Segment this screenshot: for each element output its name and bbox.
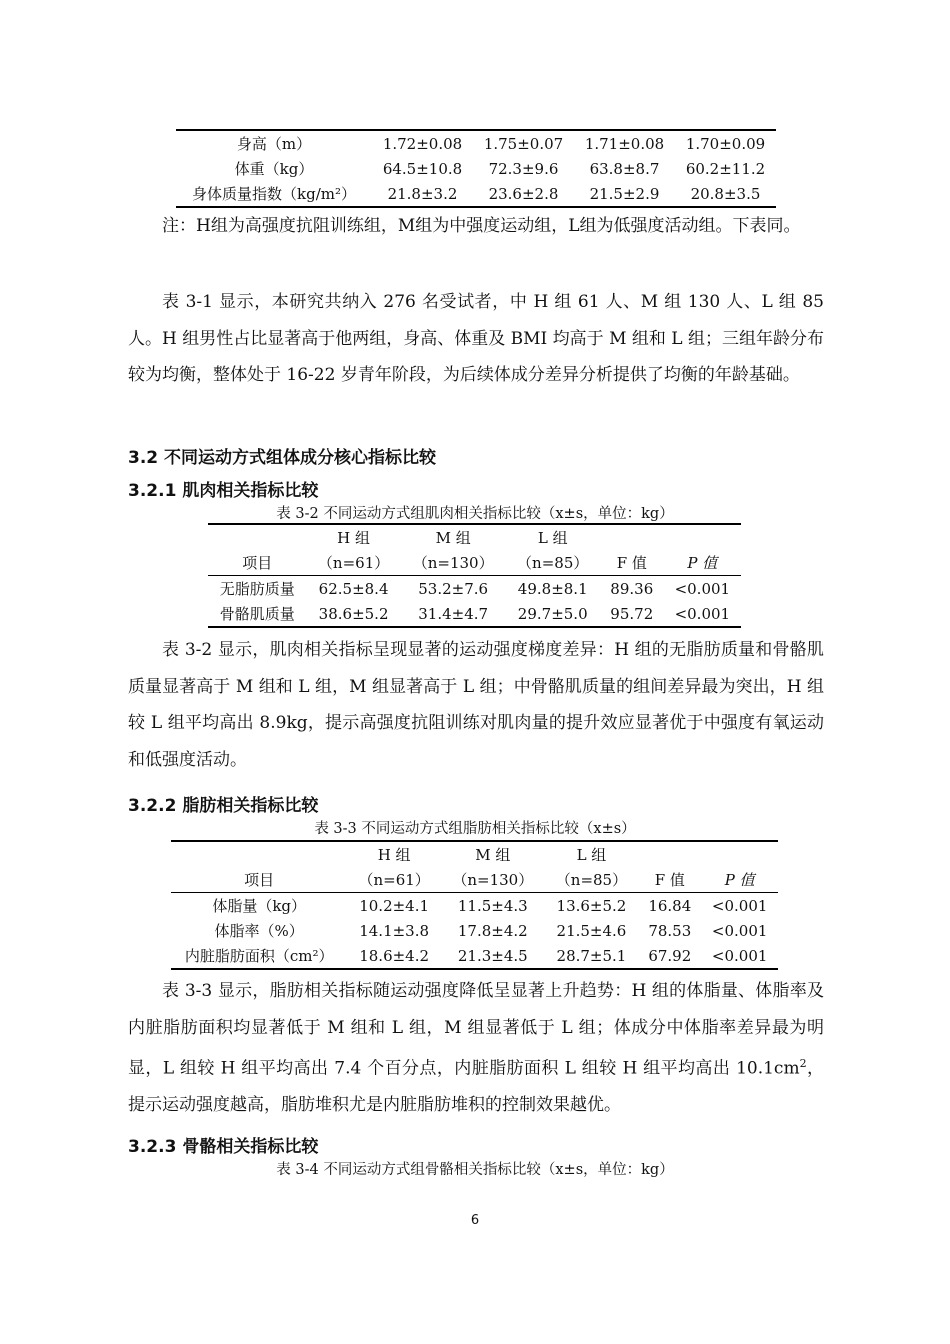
table-header-cell: H 组 <box>347 841 441 867</box>
table-cell: 38.6±5.2 <box>306 601 400 627</box>
table-row <box>176 156 776 181</box>
table-cell: 1.70±0.09 <box>675 130 776 156</box>
table-cell: 身体质量指数（kg/m²） <box>176 181 372 207</box>
table-cell: 21.8±3.2 <box>372 181 473 207</box>
table-row <box>171 893 778 919</box>
table-row <box>176 130 776 156</box>
table-cell: 骨骼肌质量 <box>208 601 306 627</box>
paragraph: 表 3-2 显示，肌肉相关指标呈现显著的运动强度梯度差异：H 组的无脂肪质量和骨骼肌质量显著高于 M 组和 L 组，M 组显著高于 L 组；中骨骼肌质量的组间差异最为突出，H 组较 L 组平均高出 8.9kg，提示高强度抗阻训练对肌肉量的提升效应显著优于中强度有氧运动和低强度活动。 <box>128 640 824 770</box>
table-cell: 11.5±4.3 <box>457 896 528 915</box>
table-header-cell <box>638 841 701 867</box>
table-cell: <0.001 <box>701 943 778 969</box>
table-3-1-tail <box>176 129 776 208</box>
table-cell: 67.92 <box>638 943 701 969</box>
table-cell: 体脂率（%） <box>214 922 304 940</box>
table-header-cell: L 组 <box>545 841 639 867</box>
table-header-cell: （n=85） <box>506 550 600 576</box>
page-number: 6 <box>470 1213 480 1228</box>
table-row <box>171 918 778 943</box>
table-note: 注：H组为高强度抗阻训练组，M组为中强度运动组，L组为低强度活动组。下表同。 <box>162 216 801 236</box>
table-header-cell: F 值 <box>600 550 664 576</box>
subsection-heading: 3.2.3 骨骼相关指标比较 <box>128 1137 319 1157</box>
paragraph <box>128 973 824 1124</box>
paragraph-text: 表 3-3 显示，脂肪相关指标随运动强度降低呈显著上升趋势：H 组的体脂量、体脂率及内脏脂肪面积均显著低于 M 组和 L 组，M 组显著低于 L 组；体成分中体脂率差异最为明显，L 组较 H 组平均高出 7.4 个百分点，内脏脂肪面积 L 组较 H 组平均高出 10.1cm <box>128 981 824 1079</box>
table-header-cell: （n=130） <box>441 867 545 893</box>
table-header-row <box>208 550 741 576</box>
table-row <box>171 943 778 969</box>
table-header-cell <box>664 524 741 550</box>
table-cell: 18.6±4.2 <box>347 943 441 969</box>
table-header-cell: P 值 <box>664 550 741 576</box>
subsection-heading: 3.2.1 肌肉相关指标比较 <box>128 481 319 501</box>
table-cell: <0.001 <box>711 921 768 940</box>
table-cell: 95.72 <box>600 601 664 627</box>
table-cell: 72.3±9.6 <box>488 159 559 178</box>
table-cell: 体脂量（kg） <box>212 897 307 915</box>
table-cell: 21.3±4.5 <box>441 943 545 969</box>
table-header-row <box>208 524 741 550</box>
table-caption: 表 3-4 不同运动方式组骨骼相关指标比较（x±s，单位：kg） <box>276 1162 674 1178</box>
table-cell: 21.5±4.6 <box>556 921 627 940</box>
table-cell: 63.8±8.7 <box>589 159 660 178</box>
table-row <box>208 601 741 627</box>
table-cell: 13.6±5.2 <box>556 896 627 915</box>
table-cell: 49.8±8.1 <box>517 579 588 598</box>
paragraph-text: ，提示运动强度越高，脂肪堆积尤是内脏脂肪堆积的控制效果越优。 <box>128 1058 825 1116</box>
table-cell: 60.2±11.2 <box>685 159 766 178</box>
table-cell: 89.36 <box>610 579 654 598</box>
table-3-2 <box>208 523 741 628</box>
table-header-cell: （n=61） <box>347 867 441 893</box>
table-header-cell: M 组 <box>441 841 545 867</box>
table-cell: 17.8±4.2 <box>457 921 528 940</box>
section-heading: 3.2 不同运动方式组体成分核心指标比较 <box>128 448 437 468</box>
table-row <box>176 181 776 207</box>
table-cell: 1.71±0.08 <box>574 130 675 156</box>
table-cell: 内脏脂肪面积（cm²） <box>171 943 347 969</box>
table-header-row <box>171 867 778 893</box>
table-cell: 14.1±3.8 <box>359 921 430 940</box>
table-header-cell: P 值 <box>701 867 778 893</box>
table-cell: 20.8±3.5 <box>675 181 776 207</box>
table-header-cell: F 值 <box>638 867 701 893</box>
table-cell: 78.53 <box>648 921 692 940</box>
table-cell: 53.2±7.6 <box>418 579 489 598</box>
table-header-cell: （n=85） <box>545 867 639 893</box>
table-cell: 21.5±2.9 <box>574 181 675 207</box>
table-header-cell: L 组 <box>506 524 600 550</box>
table-header-cell: H 组 <box>306 524 400 550</box>
table-cell: 体重（kg） <box>234 160 314 178</box>
table-header-cell: （n=61） <box>306 550 400 576</box>
table-cell: <0.001 <box>664 601 741 627</box>
table-cell: 身高（m） <box>176 130 372 156</box>
table-cell: 16.84 <box>648 896 692 915</box>
table-cell: 31.4±4.7 <box>401 601 506 627</box>
table-caption: 表 3-2 不同运动方式组肌肉相关指标比较（x±s，单位：kg） <box>276 506 674 522</box>
table-cell: 29.7±5.0 <box>506 601 600 627</box>
table-cell: 无脂肪质量 <box>219 580 295 598</box>
table-cell: 62.5±8.4 <box>318 579 389 598</box>
table-cell: 28.7±5.1 <box>545 943 639 969</box>
table-header-row <box>171 841 778 867</box>
table-cell: 23.6±2.8 <box>473 181 574 207</box>
table-cell: 1.75±0.07 <box>473 130 574 156</box>
table-header-cell <box>701 841 778 867</box>
table-header-cell: 项目 <box>171 867 347 893</box>
table-cell: <0.001 <box>674 579 731 598</box>
table-header-cell: M 组 <box>401 524 506 550</box>
paragraph: 表 3-1 显示，本研究共纳入 276 名受试者，中 H 组 61 人、M 组 130 人、L 组 85 人。H 组男性占比显著高于他两组，身高、体重及 BMI 均高于 M 组和 L 组；三组年龄分布较为均衡，整体处于 16-22 岁青年阶段，为后续体成分差异分析提供了均衡的年龄基础。 <box>128 292 824 385</box>
table-cell: 1.72±0.08 <box>372 130 473 156</box>
table-header-cell <box>171 841 347 867</box>
table-header-cell <box>600 524 664 550</box>
table-3-3 <box>171 840 778 970</box>
table-header-cell: 项目 <box>208 550 306 576</box>
table-caption: 表 3-3 不同运动方式组脂肪相关指标比较（x±s） <box>314 821 636 837</box>
table-header-cell: （n=130） <box>401 550 506 576</box>
table-row <box>208 576 741 602</box>
subsection-heading: 3.2.2 脂肪相关指标比较 <box>128 796 319 816</box>
table-cell: <0.001 <box>711 896 768 915</box>
table-cell: 10.2±4.1 <box>359 896 430 915</box>
table-header-cell <box>208 524 306 550</box>
superscript: 2 <box>799 1057 807 1070</box>
table-cell: 64.5±10.8 <box>382 159 463 178</box>
